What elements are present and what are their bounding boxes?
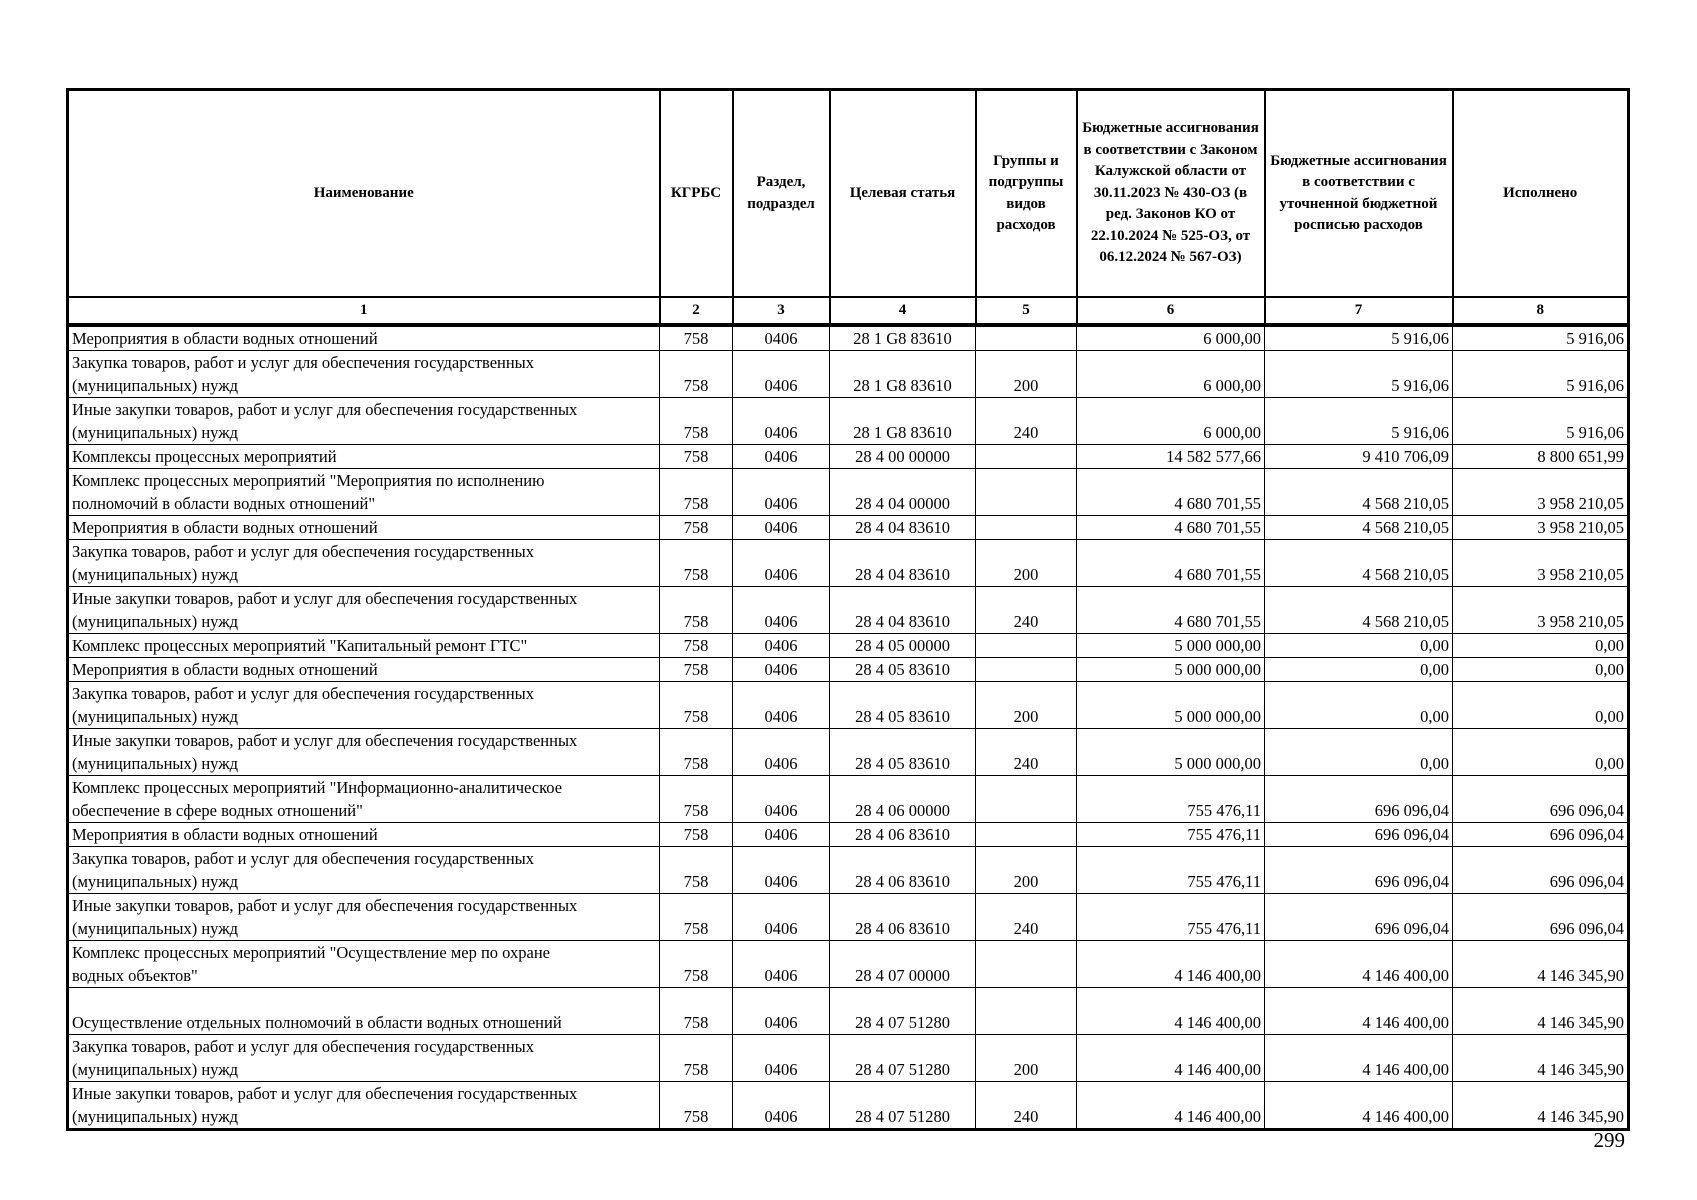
- column-number-row: [68, 297, 1629, 325]
- row-vid-cell: 200: [976, 682, 1077, 729]
- header-statya: Целевая статья: [830, 90, 976, 298]
- row-law-amount-cell: 4 146 400,00: [1077, 1035, 1265, 1082]
- row-rospis-amount-cell: 696 096,04: [1265, 847, 1453, 894]
- row-rospis-amount-cell: 4 568 210,05: [1265, 587, 1453, 634]
- row-law-amount-cell: 755 476,11: [1077, 894, 1265, 941]
- table-body: [68, 325, 1629, 1130]
- row-vid-cell: 200: [976, 1035, 1077, 1082]
- row-rospis-amount-cell: 696 096,04: [1265, 776, 1453, 823]
- row-razdel-cell: 0406: [733, 445, 830, 469]
- row-vid-cell: 240: [976, 1082, 1077, 1130]
- row-razdel-cell: 0406: [733, 729, 830, 776]
- row-rospis-amount-cell: 5 916,06: [1265, 398, 1453, 445]
- row-name-cell: Иные закупки товаров, работ и услуг для обеспечения государственных (муниципальных) нужд: [68, 1082, 660, 1130]
- row-ispolneno-amount-cell: 5 916,06: [1453, 398, 1629, 445]
- row-rospis-amount-cell: 0,00: [1265, 682, 1453, 729]
- table-row: [68, 682, 1629, 729]
- row-razdel-cell: 0406: [733, 776, 830, 823]
- row-rospis-amount-cell: 0,00: [1265, 729, 1453, 776]
- row-vid-cell: 200: [976, 351, 1077, 398]
- row-kgrbs-cell: 758: [660, 351, 733, 398]
- header-kgrbs: КГРБС: [660, 90, 733, 298]
- row-statya-cell: 28 4 07 51280: [830, 1035, 976, 1082]
- row-vid-cell: 200: [976, 847, 1077, 894]
- table-row: [68, 988, 1629, 1035]
- row-ispolneno-amount-cell: 696 096,04: [1453, 776, 1629, 823]
- row-kgrbs-cell: 758: [660, 469, 733, 516]
- header-row: [68, 90, 1629, 298]
- row-ispolneno-amount-cell: 4 146 345,90: [1453, 1035, 1629, 1082]
- row-statya-cell: 28 1 G8 83610: [830, 325, 976, 351]
- header-name: Наименование: [68, 90, 660, 298]
- table-row: [68, 823, 1629, 847]
- row-rospis-amount-cell: 4 146 400,00: [1265, 941, 1453, 988]
- row-vid-cell: 240: [976, 894, 1077, 941]
- table-row: [68, 634, 1629, 658]
- row-statya-cell: 28 4 05 83610: [830, 658, 976, 682]
- column-number: 6: [1077, 297, 1265, 325]
- row-vid-cell: [976, 634, 1077, 658]
- table-row: [68, 658, 1629, 682]
- row-kgrbs-cell: 758: [660, 823, 733, 847]
- row-statya-cell: 28 1 G8 83610: [830, 351, 976, 398]
- row-ispolneno-amount-cell: 0,00: [1453, 634, 1629, 658]
- row-statya-cell: 28 4 04 83610: [830, 540, 976, 587]
- row-rospis-amount-cell: 4 146 400,00: [1265, 1082, 1453, 1130]
- row-razdel-cell: 0406: [733, 469, 830, 516]
- row-kgrbs-cell: 758: [660, 634, 733, 658]
- table-row: [68, 587, 1629, 634]
- table-row: [68, 516, 1629, 540]
- row-ispolneno-amount-cell: 0,00: [1453, 682, 1629, 729]
- row-rospis-amount-cell: 0,00: [1265, 634, 1453, 658]
- column-number: 7: [1265, 297, 1453, 325]
- row-statya-cell: 28 4 07 51280: [830, 1082, 976, 1130]
- row-ispolneno-amount-cell: 696 096,04: [1453, 894, 1629, 941]
- row-vid-cell: 200: [976, 540, 1077, 587]
- row-razdel-cell: 0406: [733, 540, 830, 587]
- row-kgrbs-cell: 758: [660, 729, 733, 776]
- row-law-amount-cell: 6 000,00: [1077, 325, 1265, 351]
- row-vid-cell: [976, 823, 1077, 847]
- row-razdel-cell: 0406: [733, 941, 830, 988]
- row-razdel-cell: 0406: [733, 351, 830, 398]
- row-name-cell: Иные закупки товаров, работ и услуг для обеспечения государственных (муниципальных) нужд: [68, 894, 660, 941]
- row-vid-cell: 240: [976, 587, 1077, 634]
- table-row: [68, 941, 1629, 988]
- header-razdel: Раздел, подраздел: [733, 90, 830, 298]
- row-name-cell: Комплекс процессных мероприятий "Осуществление мер по охране водных объектов": [68, 941, 660, 988]
- row-kgrbs-cell: 758: [660, 1035, 733, 1082]
- row-rospis-amount-cell: 5 916,06: [1265, 351, 1453, 398]
- row-name-cell: Закупка товаров, работ и услуг для обеспечения государственных (муниципальных) нужд: [68, 540, 660, 587]
- row-razdel-cell: 0406: [733, 894, 830, 941]
- row-kgrbs-cell: 758: [660, 988, 733, 1035]
- row-kgrbs-cell: 758: [660, 682, 733, 729]
- row-statya-cell: 28 1 G8 83610: [830, 398, 976, 445]
- row-law-amount-cell: 4 146 400,00: [1077, 988, 1265, 1035]
- row-statya-cell: 28 4 04 83610: [830, 516, 976, 540]
- row-razdel-cell: 0406: [733, 587, 830, 634]
- row-kgrbs-cell: 758: [660, 776, 733, 823]
- column-number: 4: [830, 297, 976, 325]
- row-statya-cell: 28 4 06 83610: [830, 847, 976, 894]
- row-name-cell: Комплекс процессных мероприятий "Информационно-аналитическое обеспечение в сфере водных отношений": [68, 776, 660, 823]
- row-name-cell: Комплекс процессных мероприятий "Капитальный ремонт ГТС": [68, 634, 660, 658]
- row-statya-cell: 28 4 04 00000: [830, 469, 976, 516]
- row-vid-cell: [976, 445, 1077, 469]
- budget-table: [66, 88, 1630, 1131]
- row-kgrbs-cell: 758: [660, 398, 733, 445]
- row-kgrbs-cell: 758: [660, 445, 733, 469]
- row-statya-cell: 28 4 06 00000: [830, 776, 976, 823]
- table-row: [68, 847, 1629, 894]
- row-rospis-amount-cell: 696 096,04: [1265, 894, 1453, 941]
- row-razdel-cell: 0406: [733, 988, 830, 1035]
- row-kgrbs-cell: 758: [660, 516, 733, 540]
- row-vid-cell: [976, 469, 1077, 516]
- row-kgrbs-cell: 758: [660, 847, 733, 894]
- row-rospis-amount-cell: 9 410 706,09: [1265, 445, 1453, 469]
- row-rospis-amount-cell: 4 568 210,05: [1265, 469, 1453, 516]
- row-ispolneno-amount-cell: 3 958 210,05: [1453, 469, 1629, 516]
- row-razdel-cell: 0406: [733, 682, 830, 729]
- row-statya-cell: 28 4 00 00000: [830, 445, 976, 469]
- row-kgrbs-cell: 758: [660, 325, 733, 351]
- row-law-amount-cell: 755 476,11: [1077, 847, 1265, 894]
- row-statya-cell: 28 4 05 83610: [830, 682, 976, 729]
- row-vid-cell: [976, 776, 1077, 823]
- column-number: 2: [660, 297, 733, 325]
- row-name-cell: Иные закупки товаров, работ и услуг для обеспечения государственных (муниципальных) нужд: [68, 398, 660, 445]
- row-ispolneno-amount-cell: 696 096,04: [1453, 823, 1629, 847]
- row-rospis-amount-cell: 4 146 400,00: [1265, 1035, 1453, 1082]
- row-name-cell: Мероприятия в области водных отношений: [68, 658, 660, 682]
- table-row: [68, 1082, 1629, 1130]
- table-row: [68, 1035, 1629, 1082]
- row-razdel-cell: 0406: [733, 1082, 830, 1130]
- row-law-amount-cell: 4 680 701,55: [1077, 540, 1265, 587]
- row-name-cell: Закупка товаров, работ и услуг для обеспечения государственных (муниципальных) нужд: [68, 351, 660, 398]
- row-ispolneno-amount-cell: 3 958 210,05: [1453, 587, 1629, 634]
- row-law-amount-cell: 5 000 000,00: [1077, 682, 1265, 729]
- row-name-cell: Мероприятия в области водных отношений: [68, 325, 660, 351]
- row-razdel-cell: 0406: [733, 634, 830, 658]
- row-rospis-amount-cell: 0,00: [1265, 658, 1453, 682]
- table-row: [68, 325, 1629, 351]
- table-row: [68, 894, 1629, 941]
- row-law-amount-cell: 4 146 400,00: [1077, 1082, 1265, 1130]
- row-law-amount-cell: 14 582 577,66: [1077, 445, 1265, 469]
- row-law-amount-cell: 4 680 701,55: [1077, 469, 1265, 516]
- row-vid-cell: 240: [976, 398, 1077, 445]
- row-law-amount-cell: 5 000 000,00: [1077, 729, 1265, 776]
- row-vid-cell: [976, 325, 1077, 351]
- row-kgrbs-cell: 758: [660, 587, 733, 634]
- row-ispolneno-amount-cell: 4 146 345,90: [1453, 941, 1629, 988]
- row-law-amount-cell: 6 000,00: [1077, 351, 1265, 398]
- row-law-amount-cell: 755 476,11: [1077, 776, 1265, 823]
- column-number: 1: [68, 297, 660, 325]
- row-law-amount-cell: 5 000 000,00: [1077, 658, 1265, 682]
- table-row: [68, 351, 1629, 398]
- row-kgrbs-cell: 758: [660, 894, 733, 941]
- column-number: 3: [733, 297, 830, 325]
- row-razdel-cell: 0406: [733, 325, 830, 351]
- row-razdel-cell: 0406: [733, 847, 830, 894]
- row-razdel-cell: 0406: [733, 658, 830, 682]
- row-ispolneno-amount-cell: 5 916,06: [1453, 325, 1629, 351]
- row-vid-cell: [976, 658, 1077, 682]
- row-razdel-cell: 0406: [733, 398, 830, 445]
- row-rospis-amount-cell: 4 146 400,00: [1265, 988, 1453, 1035]
- row-rospis-amount-cell: 696 096,04: [1265, 823, 1453, 847]
- row-kgrbs-cell: 758: [660, 941, 733, 988]
- row-name-cell: Иные закупки товаров, работ и услуг для обеспечения государственных (муниципальных) нужд: [68, 587, 660, 634]
- table-row: [68, 729, 1629, 776]
- row-name-cell: Иные закупки товаров, работ и услуг для обеспечения государственных (муниципальных) нужд: [68, 729, 660, 776]
- row-law-amount-cell: 6 000,00: [1077, 398, 1265, 445]
- header-rospis: Бюджетные ассигнования в соответствии с уточненной бюджетной росписью расходов: [1265, 90, 1453, 298]
- row-statya-cell: 28 4 05 83610: [830, 729, 976, 776]
- row-name-cell: Закупка товаров, работ и услуг для обеспечения государственных (муниципальных) нужд: [68, 682, 660, 729]
- row-rospis-amount-cell: 4 568 210,05: [1265, 540, 1453, 587]
- header-law: Бюджетные ассигнования в соответствии с Законом Калужской области от 30.11.2023 № 430-ОЗ (в ред. Законов КО от 22.10.2024 № 525-ОЗ, от 06.12.2024 № 567-ОЗ): [1077, 90, 1265, 298]
- row-kgrbs-cell: 758: [660, 1082, 733, 1130]
- row-ispolneno-amount-cell: 696 096,04: [1453, 847, 1629, 894]
- row-name-cell: Мероприятия в области водных отношений: [68, 823, 660, 847]
- row-statya-cell: 28 4 05 00000: [830, 634, 976, 658]
- table-row: [68, 445, 1629, 469]
- row-razdel-cell: 0406: [733, 516, 830, 540]
- page-number: 299: [1593, 1128, 1625, 1152]
- row-name-cell: Комплекс процессных мероприятий "Мероприятия по исполнению полномочий в области водных отношений": [68, 469, 660, 516]
- table-row: [68, 469, 1629, 516]
- row-name-cell: Закупка товаров, работ и услуг для обеспечения государственных (муниципальных) нужд: [68, 1035, 660, 1082]
- table-row: [68, 776, 1629, 823]
- row-law-amount-cell: 4 680 701,55: [1077, 516, 1265, 540]
- row-ispolneno-amount-cell: 5 916,06: [1453, 351, 1629, 398]
- row-rospis-amount-cell: 4 568 210,05: [1265, 516, 1453, 540]
- row-law-amount-cell: 4 680 701,55: [1077, 587, 1265, 634]
- table-row: [68, 398, 1629, 445]
- row-name-cell: Комплексы процессных мероприятий: [68, 445, 660, 469]
- row-statya-cell: 28 4 06 83610: [830, 823, 976, 847]
- column-number: 5: [976, 297, 1077, 325]
- row-vid-cell: [976, 941, 1077, 988]
- row-statya-cell: 28 4 07 00000: [830, 941, 976, 988]
- column-number: 8: [1453, 297, 1629, 325]
- row-ispolneno-amount-cell: 0,00: [1453, 658, 1629, 682]
- row-vid-cell: 240: [976, 729, 1077, 776]
- header-ispolneno: Исполнено: [1453, 90, 1629, 298]
- row-statya-cell: 28 4 07 51280: [830, 988, 976, 1035]
- row-vid-cell: [976, 516, 1077, 540]
- row-vid-cell: [976, 988, 1077, 1035]
- row-kgrbs-cell: 758: [660, 658, 733, 682]
- row-ispolneno-amount-cell: 3 958 210,05: [1453, 540, 1629, 587]
- row-kgrbs-cell: 758: [660, 540, 733, 587]
- row-name-cell: Осуществление отдельных полномочий в области водных отношений: [68, 988, 660, 1035]
- row-razdel-cell: 0406: [733, 1035, 830, 1082]
- row-statya-cell: 28 4 06 83610: [830, 894, 976, 941]
- row-ispolneno-amount-cell: 3 958 210,05: [1453, 516, 1629, 540]
- row-ispolneno-amount-cell: 0,00: [1453, 729, 1629, 776]
- table-row: [68, 540, 1629, 587]
- header-vid: Группы и подгруппы видов расходов: [976, 90, 1077, 298]
- row-ispolneno-amount-cell: 4 146 345,90: [1453, 988, 1629, 1035]
- row-razdel-cell: 0406: [733, 823, 830, 847]
- row-ispolneno-amount-cell: 8 800 651,99: [1453, 445, 1629, 469]
- row-name-cell: Закупка товаров, работ и услуг для обеспечения государственных (муниципальных) нужд: [68, 847, 660, 894]
- row-law-amount-cell: 4 146 400,00: [1077, 941, 1265, 988]
- row-name-cell: Мероприятия в области водных отношений: [68, 516, 660, 540]
- row-statya-cell: 28 4 04 83610: [830, 587, 976, 634]
- row-law-amount-cell: 755 476,11: [1077, 823, 1265, 847]
- row-rospis-amount-cell: 5 916,06: [1265, 325, 1453, 351]
- row-law-amount-cell: 5 000 000,00: [1077, 634, 1265, 658]
- row-ispolneno-amount-cell: 4 146 345,90: [1453, 1082, 1629, 1130]
